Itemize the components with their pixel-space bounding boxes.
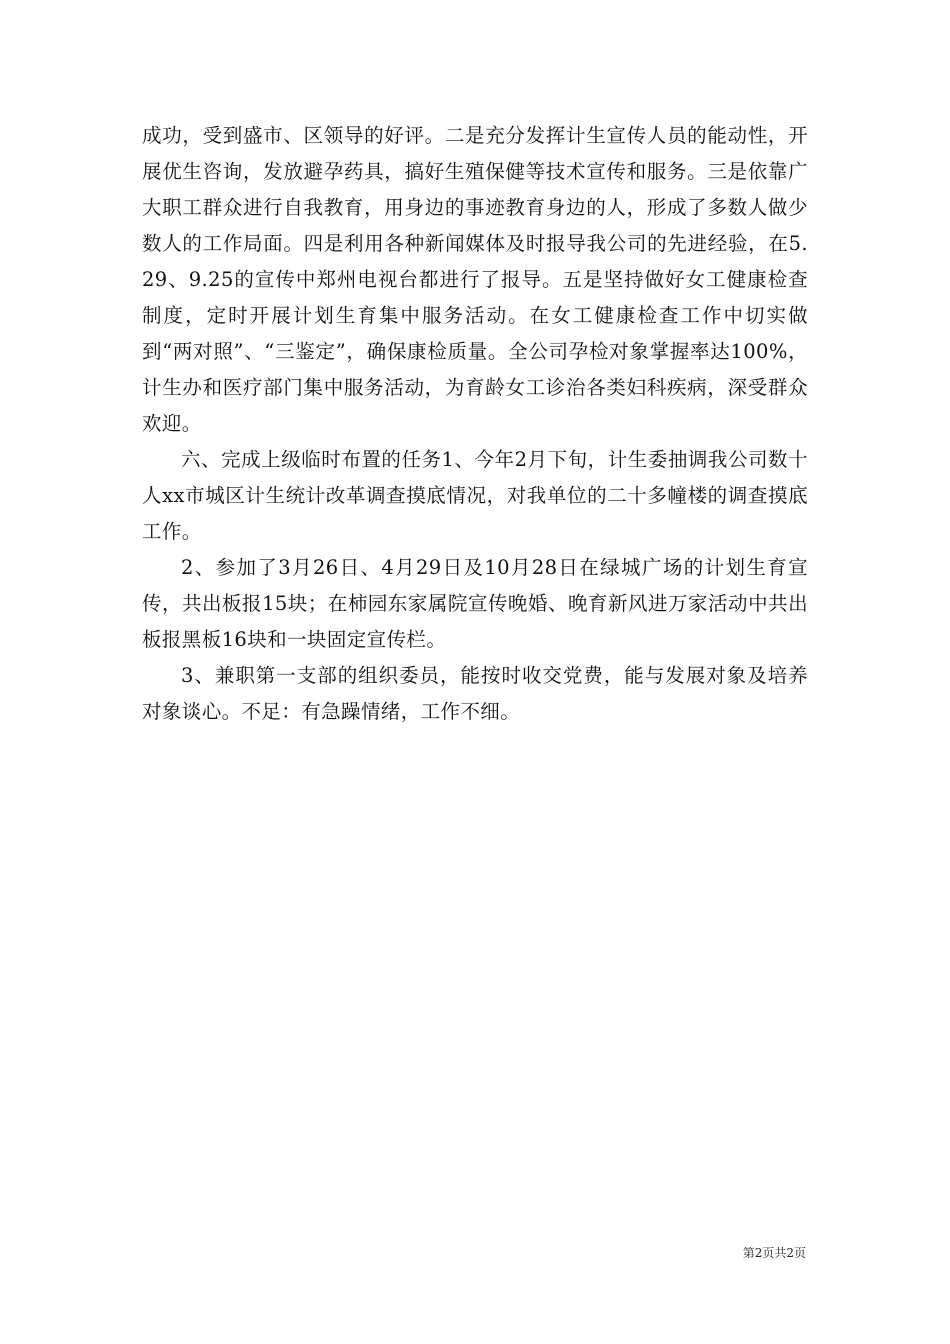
paragraph-item-two: 2、参加了3月26日、4月29日及10月28日在绿城广场的计划生育宣传，共出板报15块；在柿园东家属院宣传晚婚、晚育新风进万家活动中共出板报黑板16块和一块固定宣传栏。	[142, 556, 808, 651]
paragraph-section-six: 六、完成上级临时布置的任务1、今年2月下旬，计生委抽调我公司数十人xx市城区计生统计改革调查摸底情况，对我单位的二十多幢楼的调查摸底工作。	[142, 448, 808, 543]
page-number-footer: 第2页共2页	[742, 1246, 806, 1260]
document-body	[142, 118, 808, 730]
paragraph-item-three: 3、兼职第一支部的组织委员，能按时收交党费，能与发展对象及培养对象谈心。不足：有急躁情绪，工作不细。	[142, 664, 808, 723]
paragraph-continuation: 成功，受到盛市、区领导的好评。二是充分发挥计生宣传人员的能动性，开展优生咨询，发放避孕药具，搞好生殖保健等技术宣传和服务。三是依靠广大职工群众进行自我教育，用身边的事迹教育身边的人，形成了多数人做少数人的工作局面。四是利用各种新闻媒体及时报导我公司的先进经验，在5.29、9.25的宣传中郑州电视台都进行了报导。五是坚持做好女工健康检查制度，定时开展计划生育集中服务活动。在女工健康检查工作中切实做到“两对照”、“三鉴定”，确保康检质量。全公司孕检对象掌握率达100%，计生办和医疗部门集中服务活动，为育龄女工诊治各类妇科疾病，深受群众欢迎。	[142, 124, 808, 435]
